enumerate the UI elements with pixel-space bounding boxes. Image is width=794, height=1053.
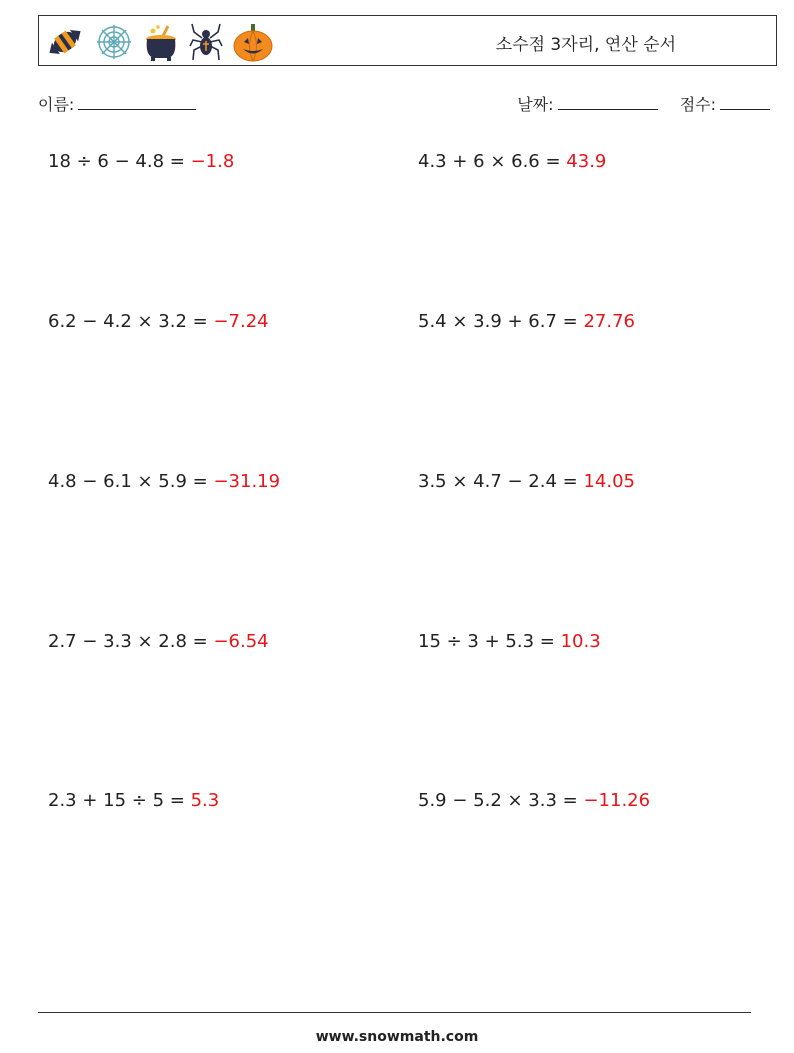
problem-question: 5.4 × 3.9 + 6.7 = bbox=[418, 311, 578, 332]
date-label: 날짜: bbox=[517, 95, 554, 114]
spiderweb-icon bbox=[94, 22, 134, 62]
score-label: 점수: bbox=[679, 95, 716, 114]
candy-icon bbox=[44, 22, 86, 62]
problem-answer: −1.8 bbox=[190, 151, 235, 172]
problem-answer: 27.76 bbox=[583, 311, 635, 332]
problem-7 bbox=[48, 631, 269, 652]
name-blank[interactable] bbox=[78, 95, 196, 110]
date-blank[interactable] bbox=[558, 95, 658, 110]
spider-icon bbox=[188, 22, 224, 62]
problem-question: 2.7 − 3.3 × 2.8 = bbox=[48, 631, 208, 652]
footer-site[interactable]: www.snowmath.com bbox=[315, 1029, 479, 1045]
problem-question: 5.9 − 5.2 × 3.3 = bbox=[418, 790, 578, 811]
problem-answer: −31.19 bbox=[213, 471, 281, 492]
problem-question: 2.3 + 15 ÷ 5 = bbox=[48, 790, 185, 811]
header-icons bbox=[44, 21, 274, 63]
problem-10 bbox=[418, 790, 650, 811]
problem-4 bbox=[418, 311, 635, 332]
problem-question: 3.5 × 4.7 − 2.4 = bbox=[418, 471, 578, 492]
problem-3 bbox=[48, 311, 269, 332]
problem-9 bbox=[48, 790, 219, 811]
problem-answer: −6.54 bbox=[213, 631, 269, 652]
header-box bbox=[38, 15, 777, 66]
problem-answer: 5.3 bbox=[190, 790, 220, 811]
problem-question: 6.2 − 4.2 × 3.2 = bbox=[48, 311, 208, 332]
problem-question: 15 ÷ 3 + 5.3 = bbox=[418, 631, 555, 652]
problem-1 bbox=[48, 151, 234, 172]
problem-answer: −7.24 bbox=[213, 311, 269, 332]
problem-answer: 10.3 bbox=[560, 631, 601, 652]
problem-6 bbox=[418, 471, 635, 492]
problem-question: 4.8 − 6.1 × 5.9 = bbox=[48, 471, 208, 492]
problem-question: 18 ÷ 6 − 4.8 = bbox=[48, 151, 185, 172]
problem-5 bbox=[48, 471, 280, 492]
problem-answer: 14.05 bbox=[583, 471, 635, 492]
worksheet-title: 소수점 3자리, 연산 순서 bbox=[495, 35, 676, 55]
cauldron-icon bbox=[142, 22, 180, 62]
date-score-fields bbox=[517, 92, 770, 115]
problem-2 bbox=[418, 151, 606, 172]
score-blank[interactable] bbox=[720, 95, 770, 110]
problem-question: 4.3 + 6 × 6.6 = bbox=[418, 151, 561, 172]
problem-answer: −11.26 bbox=[583, 790, 651, 811]
pumpkin-icon bbox=[232, 22, 274, 62]
problem-8 bbox=[418, 631, 601, 652]
footer-divider bbox=[38, 1012, 751, 1013]
name-field bbox=[38, 92, 196, 115]
name-label: 이름: bbox=[38, 95, 75, 114]
problem-answer: 43.9 bbox=[566, 151, 607, 172]
